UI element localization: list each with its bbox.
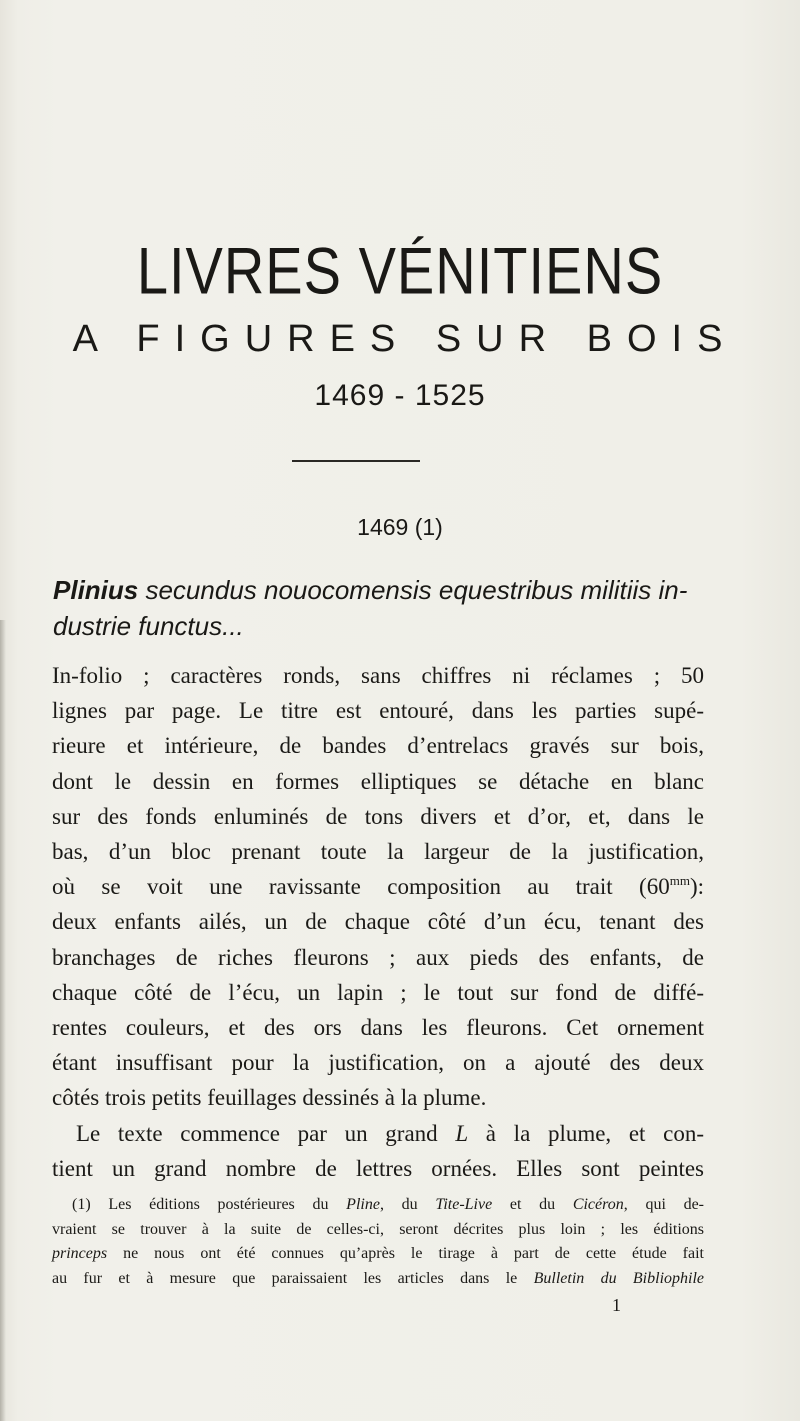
footnote-italic: princeps xyxy=(52,1245,108,1262)
entry-title-author: Plinius xyxy=(53,575,139,605)
entry-heading: 1469 (1) xyxy=(357,514,443,540)
body-line: rentes couleurs, et des ors dans les fleurons. Cet ornement xyxy=(52,1015,704,1041)
body-line: bas, d’un bloc prenant toute la largeur de la justification, xyxy=(52,839,704,865)
body-line: In-folio ; caractères ronds, sans chiffres ni réclames ; 50 xyxy=(52,663,704,688)
footnote-line xyxy=(52,1242,704,1267)
mm-superscript: mm xyxy=(669,873,690,889)
body-line: étant insuffisant pour la justification, on a ajouté des deux xyxy=(52,1050,704,1076)
para2-end: à la plume, et con- xyxy=(468,1120,704,1146)
footnote-line xyxy=(52,1193,704,1218)
footnote-text: et du xyxy=(492,1196,573,1213)
footnote-italic: Cicéron xyxy=(572,1196,624,1213)
body-line: sur des fonds enluminés de tons divers et d’or, et, dans le xyxy=(52,803,704,829)
body-line: rieure et intérieure, de bandes d’entrelacs gravés sur bois, xyxy=(52,733,704,759)
body-line: chaque côté de l’écu, un lapin ; le tout sur fond de diffé- xyxy=(52,979,704,1005)
body-line: deux enfants ailés, un de chaque côté d’un écu, tenant des xyxy=(52,909,704,935)
entry-title xyxy=(53,572,703,644)
title-main: LIVRES VÉNITIENS xyxy=(136,233,664,308)
footnote-line: vraient se trouver à la suite de celles-ci, seront décrites plus loin ; les éditions xyxy=(52,1220,704,1238)
body-line: branchages de riches fleurons ; aux pieds des enfants, de xyxy=(52,944,704,970)
mm-close: ): xyxy=(689,874,704,900)
para2-letter: L xyxy=(455,1120,469,1146)
page-edge-shadow xyxy=(0,620,6,1421)
footnote-italic: Tite-Live xyxy=(435,1196,493,1213)
footnote-line xyxy=(52,1267,704,1292)
footnote-text: (1) Les éditions postérieures du xyxy=(72,1196,347,1213)
body-text xyxy=(52,658,704,1186)
body-line: dont le dessin en formes elliptiques se détache en blanc xyxy=(52,768,704,794)
footnote-italic: Pline xyxy=(346,1196,380,1213)
body-line-para2 xyxy=(52,1116,704,1151)
footnote-italic: Bulletin du Bibliophile xyxy=(533,1269,705,1287)
footnote-text: au fur et à mesure que paraissaient les articles dans le xyxy=(52,1269,534,1287)
divider-rule xyxy=(292,460,420,462)
body-line: côtés trois petits feuillages dessinés à la plume. xyxy=(52,1085,487,1111)
title-years: 1469 - 1525 xyxy=(314,379,486,412)
body-line: tient un grand nombre de lettres ornées. Elles sont peintes xyxy=(52,1155,704,1181)
footnote-text: ne nous ont été connues qu’après le tirage à part de cette étude fait xyxy=(107,1245,704,1262)
title-subtitle: A FIGURES SUR BOIS xyxy=(72,318,738,360)
footnote-text: , du xyxy=(379,1196,436,1213)
footnote-text: , qui de- xyxy=(623,1196,705,1213)
entry-title-line2: dustrie functus... xyxy=(53,611,244,641)
body-line-measure xyxy=(52,869,704,904)
body-line-text: où se voit une ravissante composition au trait (60 xyxy=(52,874,670,900)
page-number: 1 xyxy=(612,1295,621,1315)
footnote xyxy=(52,1193,704,1291)
para2-start: Le texte commence par un grand xyxy=(76,1120,456,1146)
body-line: lignes par page. Le titre est entouré, dans les parties supé- xyxy=(52,698,704,724)
entry-title-line1: secundus nouocomensis equestribus militiis in- xyxy=(138,575,688,605)
